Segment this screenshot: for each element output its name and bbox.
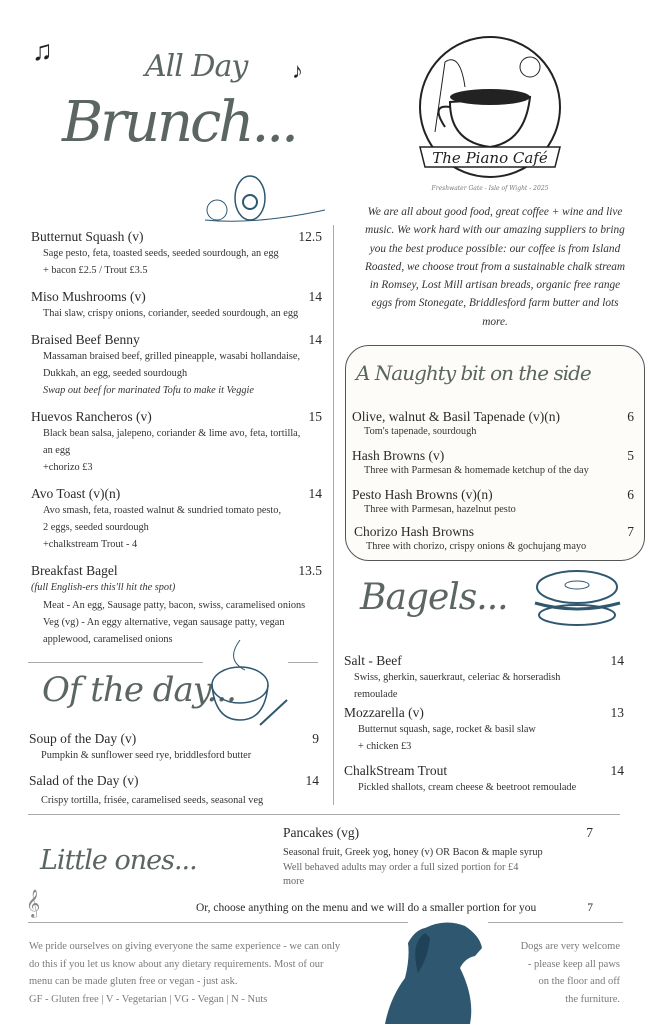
bagel-sketch: [530, 565, 625, 630]
item-name: Huevos Rancheros (v): [31, 409, 152, 424]
item-name: Avo Toast (v)(n): [31, 486, 121, 501]
item-desc: Three with Parmesan, hazelnut pesto: [364, 504, 516, 515]
item-price: 7: [627, 524, 634, 539]
item-name: Braised Beef Benny: [31, 332, 140, 347]
item-price: 13.5: [298, 563, 322, 578]
item-price: 5: [627, 448, 634, 463]
little-item-pancakes: [283, 824, 593, 889]
dog-illustration: [380, 918, 490, 1024]
item-desc: Sage pesto, feta, toasted seeds, seeded sourdough, an egg: [43, 248, 279, 259]
divider: [28, 922, 408, 923]
item-addon: + bacon £2.5 / Trout £3.5: [43, 265, 148, 276]
menu-item-salad-of-the-day: [29, 772, 319, 809]
piano-cafe-logo: [405, 32, 575, 197]
item-name: ChalkStream Trout: [344, 763, 448, 778]
item-desc: Crispy tortilla, frisée, caramelised seeds, seasonal veg: [41, 795, 264, 806]
item-desc: Avo smash, feta, roasted walnut & sundried tomato pesto,: [43, 505, 282, 516]
item-desc: Pumpkin & sunflower seed rye, briddlesford butter: [41, 750, 252, 761]
header-script-small: All Day: [145, 49, 248, 84]
intro-text: We are all about good food, great coffee + wine and live music. We work hard with our amazing suppliers to bring you the best produce possible: our coffee is from Island Roasted, we choose trout from a sustainable chalk stream in Romsey, Lost Mill artisan breads, organic free range eggs from Stonegate, Briddlesford farm butter and lots more.: [364, 206, 626, 328]
item-name: Miso Mushrooms (v): [31, 289, 146, 304]
item-name: Hash Browns (v): [352, 448, 445, 463]
item-addon: +chorizo £3: [43, 462, 93, 473]
item-desc: Black bean salsa, jalepeno, coriander & lime avo, feta, tortilla,: [43, 428, 301, 439]
side-item: [352, 486, 634, 516]
item-price: 14: [610, 763, 624, 778]
item-price: 7: [587, 902, 593, 914]
item-name: Salad of the Day (v): [29, 773, 139, 788]
brunch-column: [31, 228, 322, 657]
item-name: Chorizo Hash Browns: [354, 524, 474, 539]
avocado-sketch: [195, 170, 335, 226]
item-addon: + chicken £3: [358, 741, 412, 752]
dietary-line: We pride ourselves on giving everyone the same experience - we can only: [29, 941, 341, 952]
little-ones-heading: Little ones...: [40, 845, 197, 876]
item-name: Butternut Squash (v): [31, 229, 144, 244]
dietary-line: do this if you let us know about any dietary requirements. Most of our: [29, 958, 324, 970]
menu-item-butternut-squash: [31, 228, 322, 279]
item-desc: Swiss, gherkin, sauerkraut, celeriac & horseradish: [354, 672, 561, 683]
dogs-welcome: [495, 938, 620, 1008]
of-the-day-heading: Of the day...: [42, 670, 236, 710]
menu-item-soup-of-the-day: [29, 730, 319, 764]
item-desc: Dukkah, an egg, seeded sourdough: [43, 368, 188, 379]
item-price: 14: [308, 486, 322, 501]
item-desc: Massaman braised beef, grilled pineapple, wasabi hollandaise,: [43, 351, 301, 362]
side-item: [354, 523, 634, 553]
dogs-line: Dogs are very welcome: [520, 941, 620, 952]
column-divider: [333, 225, 334, 805]
item-desc: Butternut squash, sage, rocket & basil slaw: [358, 724, 536, 735]
menu-item-avo-toast: [31, 485, 322, 553]
item-price: 7: [586, 825, 593, 840]
dietary-line: menu can be made gluten free or vegan - just ask.: [29, 976, 238, 987]
item-price: 12.5: [298, 229, 322, 244]
item-price: 15: [308, 409, 322, 424]
item-price: 9: [312, 731, 319, 746]
smaller-portion-note: [196, 900, 593, 917]
dietary-info: [29, 938, 409, 1008]
item-desc: an egg: [43, 445, 71, 456]
music-note-icon: ♪: [292, 58, 303, 83]
item-desc: Meat - An egg, Sausage patty, bacon, swiss, caramelised onions: [43, 600, 306, 611]
item-desc: 2 eggs, seeded sourdough: [43, 522, 149, 533]
item-name: Mozzarella (v): [344, 705, 424, 720]
item-name: Soup of the Day (v): [29, 731, 137, 746]
item-desc: applewood, caramelised onions: [43, 634, 173, 645]
soup-bowl-sketch: [205, 640, 295, 728]
divider: [488, 922, 623, 923]
music-note-icon: ♫: [32, 36, 53, 67]
bagel-item-salt-beef: [344, 652, 624, 703]
side-item: [352, 408, 634, 438]
item-price: 14: [305, 773, 319, 788]
item-desc: Thai slaw, crispy onions, coriander, seeded sourdough, an egg: [43, 308, 299, 319]
treble-clef-icon: 𝄞: [26, 891, 41, 917]
item-name: Breakfast Bagel: [31, 563, 118, 578]
item-desc: Veg (vg) - An eggy alternative, vegan sausage patty, vegan: [43, 617, 285, 628]
bagels-heading: Bagels...: [360, 577, 508, 618]
item-price: 14: [610, 653, 624, 668]
item-name: Pancakes (vg): [283, 825, 360, 840]
item-price: 6: [627, 487, 634, 502]
item-price: 14: [308, 332, 322, 347]
item-desc: Three with chorizo, crispy onions & gochujang mayo: [366, 541, 587, 552]
divider: [28, 662, 203, 663]
dogs-line: the furniture.: [565, 993, 620, 1005]
menu-item-miso-mushrooms: [31, 288, 322, 322]
page-title: Brunch...: [62, 90, 296, 155]
item-desc: remoulade: [354, 689, 398, 700]
item-name: Olive, walnut & Basil Tapenade (v)(n): [352, 409, 560, 424]
sides-heading: A Naughty bit on the side: [356, 361, 591, 385]
divider: [28, 814, 620, 815]
dogs-line: on the floor and off: [538, 976, 620, 987]
dietary-key: GF - Gluten free | V - Vegetarian | VG - Vegan | N - Nuts: [29, 993, 268, 1005]
logo-name: The Piano Café: [432, 149, 548, 167]
bagel-item-chalkstream-trout: [344, 762, 624, 796]
item-price: 6: [627, 409, 634, 424]
item-desc: Or, choose anything on the menu and we will do a smaller portion for you: [196, 902, 537, 914]
logo-subtitle: Freshwater Gate - Isle of Wight - 2025: [431, 185, 549, 192]
item-note: Swap out beef for marinated Tofu to make it Veggie: [43, 385, 254, 396]
bagel-item-mozzarella: [344, 704, 624, 755]
menu-item-huevos-rancheros: [31, 408, 322, 476]
dogs-line: - please keep all paws: [527, 958, 620, 970]
item-desc: Tom's tapenade, sourdough: [364, 426, 477, 437]
item-addon: +chalkstream Trout - 4: [43, 539, 138, 550]
side-item: [352, 447, 634, 477]
menu-item-breakfast-bagel: [31, 562, 322, 648]
item-note: Well behaved adults may order a full sized portion for £4 more: [283, 862, 519, 887]
item-desc: Three with Parmesan & homemade ketchup of the day: [364, 465, 589, 476]
sides-box: [345, 345, 645, 561]
item-name: Pesto Hash Browns (v)(n): [352, 487, 493, 502]
item-desc: Pickled shallots, cream cheese & beetroot remoulade: [358, 782, 577, 793]
item-desc: Seasonal fruit, Greek yog, honey (v) OR Bacon & maple syrup: [283, 847, 543, 858]
item-price: 14: [308, 289, 322, 304]
item-name: Salt - Beef: [344, 653, 402, 668]
item-price: 13: [610, 705, 624, 720]
item-note: (full English-ers this'll hit the spot): [31, 582, 176, 593]
menu-item-braised-beef-benny: [31, 331, 322, 399]
